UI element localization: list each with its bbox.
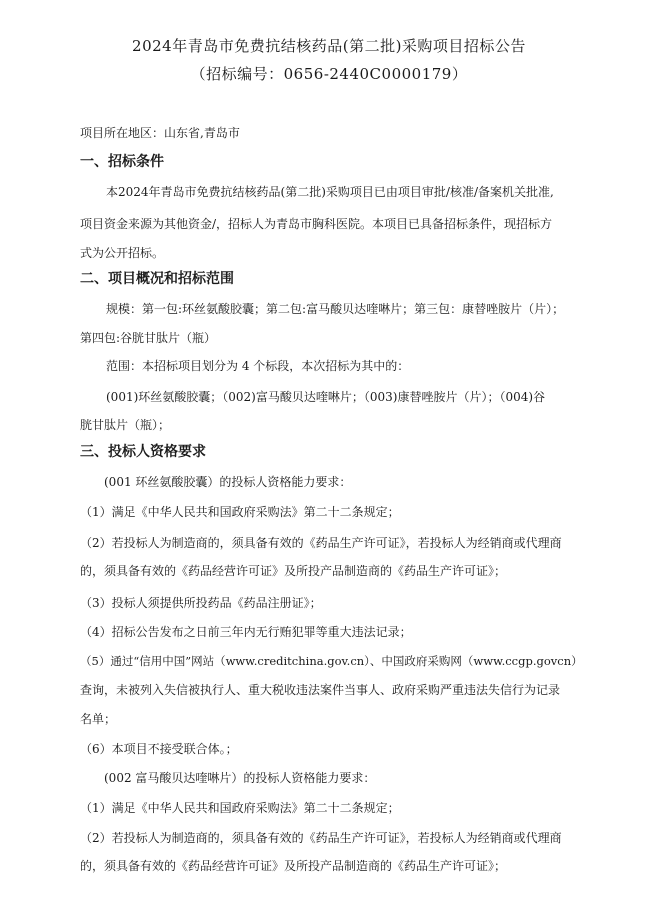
- paragraph-line: 规模：第一包:环丝氨酸胶囊；第二包:富马酸贝达喹啉片；第三包：康替唑胺片（片）；: [106, 302, 565, 316]
- paragraph-line: 本2024年青岛市免费抗结核药品(第二批)采购项目已由项目审批/核准/备案机关批准,: [106, 185, 554, 199]
- paragraph-line: （4）招标公告发布之日前三年内无行贿犯罪等重大违法记录；: [80, 625, 412, 639]
- paragraph-line: 名单；: [80, 712, 117, 726]
- paragraph-line: (002 富马酸贝达喹啉片）的投标人资格能力要求：: [104, 771, 376, 785]
- paragraph-line: 式为公开招标。: [80, 246, 165, 260]
- section-heading-tender-conditions: 一、招标条件: [80, 154, 164, 170]
- paragraph-line: （2）若投标人为制造商的，须具备有效的《药品生产许可证》，若投标人为经销商或代理商: [80, 831, 562, 845]
- paragraph-line: （1）满足《中华人民共和国政府采购法》第二十二条规定；: [80, 505, 400, 519]
- tender-number: （招标编号：0656-2440C0000179）: [190, 65, 468, 83]
- paragraph-line: 查询，未被列入失信被执行人、重大税收违法案件当事人、政府采购严重违法失信行为记录: [80, 683, 561, 697]
- paragraph-line: 第四包:谷胱甘肽片（瓶）: [80, 331, 217, 345]
- paragraph-line: （1）满足《中华人民共和国政府采购法》第二十二条规定；: [80, 801, 400, 815]
- section-heading-bidder-qualifications: 三、投标人资格要求: [80, 444, 206, 460]
- paragraph-line: 的，须具备有效的《药品经营许可证》及所投产品制造商的《药品生产许可证》；: [80, 564, 507, 578]
- paragraph-line: (001)环丝氨酸胶囊；（002)富马酸贝达喹啉片；（003)康替唑胺片（片）；（004)谷: [106, 390, 546, 404]
- section-heading-project-overview: 二、项目概况和招标范围: [80, 271, 234, 287]
- paragraph-line: 胱甘肽片（瓶）；: [80, 418, 171, 432]
- paragraph-line: （2）若投标人为制造商的，须具备有效的《药品生产许可证》，若投标人为经销商或代理商: [80, 536, 562, 550]
- document-title: 2024年青岛市免费抗结核药品(第二批)采购项目招标公告: [132, 37, 526, 55]
- paragraph-line: （6）本项目不接受联合体。；: [80, 742, 238, 756]
- paragraph-line: 项目资金来源为其他资金/，招标人为青岛市胸科医院。本项目已具备招标条件，现招标方: [80, 217, 553, 231]
- paragraph-line: 的，须具备有效的《药品经营许可证》及所投产品制造商的《药品生产许可证》；: [80, 859, 507, 873]
- paragraph-line: （3）投标人须提供所投药品《药品注册证》；: [80, 596, 322, 610]
- project-location: 项目所在地区：山东省,青岛市: [80, 126, 240, 140]
- paragraph-line: （5）通过“信用中国”网站（www.creditchina.gov.cn）、中国政府采购网（www.ccgp.govcn）: [80, 654, 583, 668]
- paragraph-line: (001 环丝氨酸胶囊）的投标人资格能力要求：: [104, 475, 352, 489]
- paragraph-line: 范围：本招标项目划分为 4 个标段，本次招标为其中的：: [106, 359, 410, 373]
